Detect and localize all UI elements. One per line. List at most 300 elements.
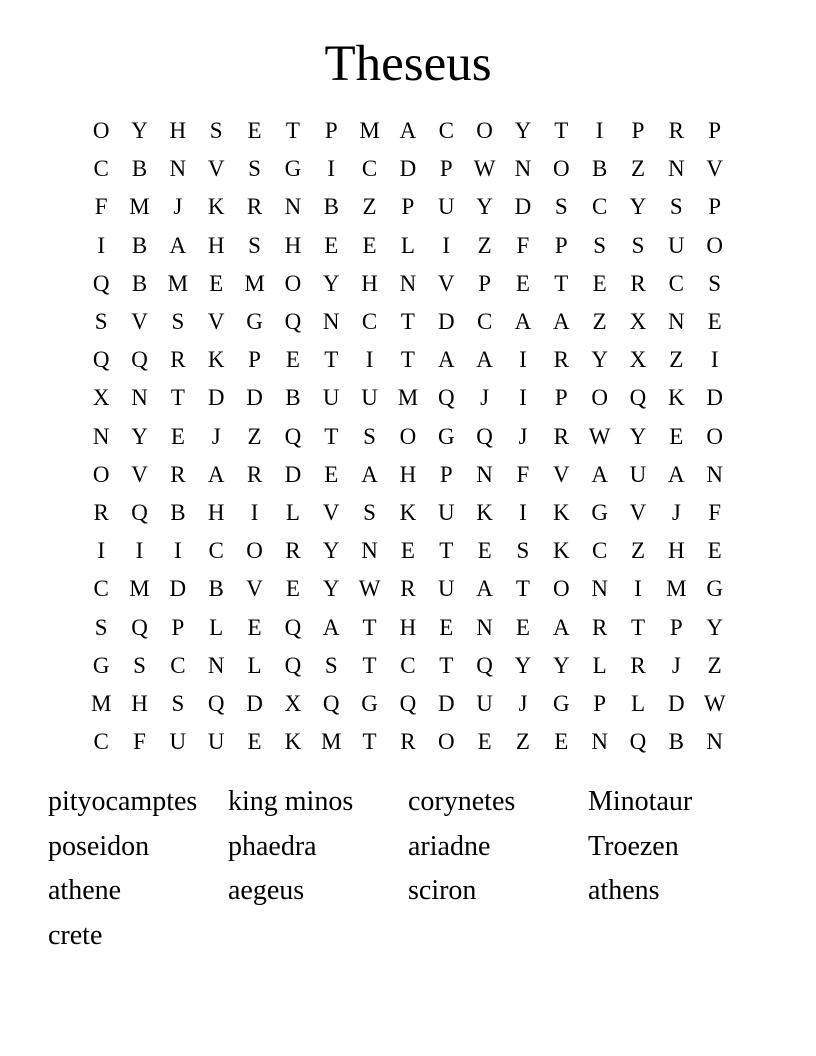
grid-letter: F — [516, 232, 530, 258]
grid-letter: Z — [630, 538, 646, 564]
grid-letter: A — [399, 118, 417, 144]
grid-letter: R — [170, 461, 186, 487]
grid-letter: A — [437, 347, 455, 373]
grid-letter: V — [629, 499, 647, 525]
grid-letter: G — [591, 499, 608, 525]
grid-letter: T — [324, 423, 339, 449]
grid-letter: W — [703, 690, 726, 716]
grid-letter: S — [554, 194, 568, 220]
grid-letter: O — [552, 576, 570, 602]
grid-letter: R — [553, 423, 569, 449]
grid-letter: V — [322, 499, 340, 525]
grid-letter: G — [706, 576, 723, 602]
grid-letter: K — [552, 499, 570, 525]
grid-letter: D — [246, 385, 263, 411]
grid-letter: Y — [131, 423, 148, 449]
grid-letter: E — [247, 614, 262, 640]
grid-letter: C — [170, 652, 186, 678]
grid-letter: T — [515, 576, 530, 602]
grid-letter: M — [359, 118, 380, 144]
grid-letter: W — [588, 423, 611, 449]
grid-letter: R — [400, 729, 416, 755]
grid-letter: P — [554, 232, 568, 258]
grid-letter: O — [92, 461, 110, 487]
grid-letter: L — [209, 614, 224, 640]
grid-letter: Q — [284, 309, 302, 335]
grid-letter: B — [131, 270, 148, 296]
grid-letter: R — [591, 614, 608, 640]
grid-letter: G — [361, 690, 378, 716]
grid-letter: T — [324, 347, 339, 373]
grid-letter: V — [207, 156, 225, 182]
grid-letter: E — [170, 423, 185, 449]
grid-letter: T — [400, 347, 415, 373]
grid-letter: E — [285, 576, 300, 602]
grid-row — [82, 188, 734, 226]
grid-letter: N — [399, 270, 417, 296]
grid-letter: E — [324, 461, 339, 487]
grid-letter: R — [170, 347, 186, 373]
grid-letter: D — [246, 690, 263, 716]
grid-letter: D — [437, 309, 455, 335]
grid-letter: O — [706, 423, 723, 449]
grid-letter: N — [169, 156, 187, 182]
grid-letter: C — [476, 309, 493, 335]
grid-letter: S — [171, 690, 185, 716]
grid-letter: W — [358, 576, 381, 602]
grid-letter: D — [399, 156, 417, 182]
grid-letter: P — [708, 194, 722, 220]
grid-letter: S — [593, 232, 607, 258]
grid-letter: B — [591, 156, 608, 182]
grid-letter: O — [284, 270, 302, 296]
grid-letter: A — [322, 614, 340, 640]
grid-letter: O — [591, 385, 608, 411]
grid-letter: N — [668, 309, 685, 335]
grid-letter: A — [552, 309, 570, 335]
grid-letter: I — [595, 118, 604, 144]
grid-letter: V — [207, 309, 225, 335]
grid-letter: B — [285, 385, 301, 411]
grid-letter: H — [399, 461, 417, 487]
grid-letter: N — [514, 156, 532, 182]
grid-letter: T — [170, 385, 185, 411]
grid-letter: S — [363, 423, 376, 449]
grid-letter: N — [706, 461, 723, 487]
grid-letter: A — [552, 614, 570, 640]
grid-letter: P — [171, 614, 185, 640]
word-list — [48, 780, 768, 958]
grid-letter: A — [591, 461, 608, 487]
grid-row — [82, 608, 734, 646]
grid-letter: U — [322, 385, 340, 411]
grid-letter: K — [399, 499, 417, 525]
grid-letter: H — [668, 538, 685, 564]
grid-letter: I — [519, 347, 527, 373]
grid-letter: Q — [629, 385, 647, 411]
grid-letter: Y — [629, 194, 647, 220]
grid-letter: E — [362, 232, 377, 258]
grid-letter: E — [285, 347, 300, 373]
grid-letter: A — [668, 461, 685, 487]
grid-letter: S — [631, 232, 645, 258]
grid-letter: L — [400, 232, 415, 258]
grid-letter: C — [93, 576, 109, 602]
grid-letter: I — [174, 538, 182, 564]
grid-letter: P — [478, 270, 491, 296]
grid-letter: S — [516, 538, 530, 564]
grid-letter: C — [400, 652, 416, 678]
grid-letter: M — [666, 576, 687, 602]
grid-letter: N — [476, 461, 493, 487]
grid-letter: N — [322, 309, 340, 335]
grid-letter: Y — [322, 576, 340, 602]
grid-letter: U — [169, 729, 187, 755]
grid-letter: S — [248, 232, 261, 258]
grid-letter: J — [518, 423, 528, 449]
grid-letter: Z — [515, 729, 530, 755]
grid-letter: R — [630, 270, 646, 296]
grid-letter: I — [97, 232, 105, 258]
grid-letter: Q — [476, 423, 493, 449]
grid-letter: R — [630, 652, 646, 678]
grid-letter: C — [361, 156, 378, 182]
grid-letter: H — [207, 499, 225, 525]
grid-row — [82, 418, 734, 456]
grid-letter: I — [97, 538, 105, 564]
grid-letter: F — [516, 461, 530, 487]
grid-row — [82, 570, 734, 608]
grid-letter: L — [285, 499, 300, 525]
grid-letter: Q — [284, 652, 302, 678]
grid-letter: C — [438, 118, 454, 144]
grid-letter: I — [634, 576, 642, 602]
grid-letter: U — [437, 576, 455, 602]
grid-letter: J — [211, 423, 221, 449]
grid-letter: Q — [131, 614, 148, 640]
grid-row — [82, 341, 734, 379]
grid-letter: O — [399, 423, 417, 449]
grid-letter: D — [668, 690, 685, 716]
grid-letter: K — [668, 385, 685, 411]
grid-letter: B — [131, 232, 148, 258]
grid-letter: C — [668, 270, 684, 296]
grid-letter: G — [92, 652, 110, 678]
grid-letter: Y — [706, 614, 723, 640]
grid-row — [82, 379, 734, 417]
word-list-item: poseidon — [48, 830, 150, 862]
grid-letter: Y — [514, 652, 532, 678]
grid-letter: U — [668, 232, 685, 258]
grid-row — [82, 647, 734, 685]
grid-letter: D — [207, 385, 225, 411]
grid-letter: R — [246, 461, 263, 487]
word-list-item: phaedra — [228, 830, 317, 862]
grid-letter: N — [284, 194, 302, 220]
grid-letter: X — [629, 347, 647, 373]
word-list-item: pityocamptes — [48, 786, 198, 817]
grid-row — [82, 723, 734, 761]
grid-letter: Y — [131, 118, 148, 144]
grid-letter: K — [207, 347, 225, 373]
grid-letter: S — [171, 309, 185, 335]
grid-letter: V — [706, 156, 723, 182]
grid-letter: S — [248, 156, 261, 182]
grid-letter: S — [669, 194, 683, 220]
grid-letter: Q — [284, 423, 302, 449]
grid-letter: V — [552, 461, 570, 487]
grid-letter: P — [248, 347, 261, 373]
letter-grid — [82, 112, 734, 761]
grid-row — [82, 265, 734, 303]
grid-letter: P — [708, 118, 722, 144]
grid-letter: I — [327, 156, 336, 182]
grid-letter: I — [519, 385, 527, 411]
grid-letter: V — [437, 270, 455, 296]
grid-letter: A — [361, 461, 378, 487]
grid-letter: S — [94, 309, 108, 335]
grid-letter: Q — [92, 347, 110, 373]
grid-row — [82, 494, 734, 532]
grid-letter: O — [246, 538, 263, 564]
grid-letter: H — [361, 270, 378, 296]
grid-letter: B — [208, 576, 224, 602]
grid-letter: S — [324, 652, 338, 678]
grid-letter: K — [476, 499, 493, 525]
grid-letter: P — [439, 156, 453, 182]
grid-letter: T — [362, 729, 377, 755]
grid-letter: T — [400, 309, 415, 335]
grid-letter: T — [362, 652, 377, 678]
grid-letter: G — [552, 690, 570, 716]
grid-letter: E — [515, 614, 530, 640]
grid-letter: U — [437, 194, 455, 220]
grid-letter: K — [552, 538, 570, 564]
grid-letter: S — [363, 499, 376, 525]
grid-letter: Q — [131, 347, 148, 373]
grid-letter: M — [321, 729, 342, 755]
grid-letter: Z — [477, 232, 492, 258]
grid-letter: E — [209, 270, 224, 296]
grid-letter: N — [668, 156, 685, 182]
grid-letter: I — [135, 538, 144, 564]
grid-letter: P — [669, 614, 683, 640]
grid-letter: N — [92, 423, 110, 449]
grid-letter: X — [92, 385, 110, 411]
grid-letter: I — [250, 499, 259, 525]
grid-letter: H — [169, 118, 187, 144]
grid-letter: A — [169, 232, 187, 258]
grid-row — [82, 227, 734, 265]
grid-row — [82, 150, 734, 188]
grid-letter: L — [630, 690, 646, 716]
grid-letter: D — [514, 194, 532, 220]
word-list-item: king minos — [228, 786, 354, 817]
grid-letter: P — [593, 690, 607, 716]
word-list-item: crete — [48, 919, 103, 951]
grid-letter: E — [592, 270, 607, 296]
grid-letter: T — [362, 614, 377, 640]
grid-letter: T — [630, 614, 646, 640]
grid-letter: A — [207, 461, 225, 487]
grid-letter: V — [246, 576, 263, 602]
grid-letter: O — [476, 118, 493, 144]
grid-letter: E — [400, 538, 415, 564]
grid-letter: E — [247, 118, 262, 144]
grid-letter: F — [133, 729, 146, 755]
grid-letter: R — [668, 118, 684, 144]
grid-letter: S — [94, 614, 108, 640]
grid-letter: J — [671, 652, 681, 678]
grid-letter: Q — [92, 270, 110, 296]
grid-letter: S — [133, 652, 146, 678]
grid-letter: Z — [669, 347, 684, 373]
grid-letter: Z — [247, 423, 262, 449]
grid-letter: Y — [629, 423, 647, 449]
grid-letter: J — [173, 194, 183, 220]
grid-letter: E — [247, 729, 262, 755]
grid-letter: R — [400, 576, 416, 602]
grid-letter: G — [437, 423, 455, 449]
grid-letter: L — [592, 652, 607, 678]
grid-letter: N — [706, 729, 723, 755]
word-list-item: ariadne — [408, 830, 491, 862]
grid-letter: D — [437, 690, 455, 716]
grid-letter: I — [710, 347, 719, 373]
grid-letter: Z — [630, 156, 646, 182]
grid-letter: E — [324, 232, 339, 258]
grid-letter: T — [554, 270, 569, 296]
grid-letter: J — [518, 690, 528, 716]
grid-letter: I — [519, 499, 527, 525]
grid-letter: P — [401, 194, 415, 220]
grid-letter: R — [553, 347, 569, 373]
grid-letter: Y — [322, 538, 340, 564]
grid-letter: A — [476, 576, 493, 602]
grid-letter: D — [169, 576, 187, 602]
grid-letter: U — [361, 385, 378, 411]
grid-letter: E — [477, 729, 492, 755]
grid-letter: G — [246, 309, 263, 335]
grid-row — [82, 303, 734, 341]
grid-letter: P — [439, 461, 453, 487]
grid-letter: F — [94, 194, 108, 220]
grid-letter: N — [361, 538, 378, 564]
grid-letter: E — [707, 538, 722, 564]
grid-letter: E — [439, 614, 454, 640]
grid-letter: P — [554, 385, 568, 411]
grid-letter: A — [476, 347, 493, 373]
grid-letter: Q — [476, 652, 493, 678]
grid-letter: C — [591, 538, 608, 564]
grid-letter: T — [439, 538, 454, 564]
grid-letter: J — [480, 385, 490, 411]
grid-letter: E — [707, 309, 722, 335]
grid-letter: N — [591, 576, 608, 602]
grid-letter: U — [476, 690, 493, 716]
grid-letter: Q — [437, 385, 455, 411]
grid-letter: R — [285, 538, 301, 564]
grid-letter: H — [131, 690, 148, 716]
grid-letter: E — [669, 423, 684, 449]
grid-letter: C — [93, 729, 109, 755]
grid-letter: Q — [629, 729, 647, 755]
word-list-item: athens — [588, 875, 660, 906]
grid-letter: Q — [207, 690, 225, 716]
grid-letter: M — [90, 690, 112, 716]
grid-row — [82, 685, 734, 723]
grid-letter: K — [207, 194, 225, 220]
grid-letter: I — [442, 232, 451, 258]
grid-letter: X — [284, 690, 302, 716]
grid-letter: E — [515, 270, 530, 296]
grid-letter: C — [208, 538, 224, 564]
grid-letter: V — [131, 309, 148, 335]
word-list-item: sciron — [408, 875, 477, 906]
grid-letter: S — [708, 270, 722, 296]
grid-letter: E — [477, 538, 492, 564]
grid-letter: Q — [322, 690, 340, 716]
grid-letter: X — [629, 309, 647, 335]
grid-letter: F — [708, 499, 722, 525]
grid-letter: M — [244, 270, 265, 296]
grid-letter: M — [129, 576, 150, 602]
grid-letter: Y — [514, 118, 532, 144]
grid-letter: M — [167, 270, 189, 296]
grid-letter: U — [207, 729, 225, 755]
grid-letter: T — [554, 118, 569, 144]
grid-letter: O — [437, 729, 455, 755]
grid-letter: V — [131, 461, 148, 487]
grid-letter: B — [323, 194, 339, 220]
grid-letter: K — [284, 729, 302, 755]
grid-letter: U — [629, 461, 647, 487]
grid-letter: B — [668, 729, 684, 755]
grid-row — [82, 112, 734, 150]
grid-letter: Q — [284, 614, 302, 640]
grid-letter: Q — [131, 499, 148, 525]
grid-letter: Z — [362, 194, 377, 220]
grid-letter: N — [476, 614, 493, 640]
grid-letter: H — [207, 232, 225, 258]
grid-letter: O — [552, 156, 570, 182]
grid-letter: D — [284, 461, 302, 487]
grid-letter: Y — [591, 347, 608, 373]
grid-letter: P — [324, 118, 338, 144]
grid-letter: H — [399, 614, 417, 640]
word-list-item: corynetes — [408, 786, 516, 817]
grid-letter: J — [671, 499, 681, 525]
grid-letter: B — [170, 499, 186, 525]
grid-row — [82, 456, 734, 494]
grid-letter: Y — [552, 652, 570, 678]
grid-letter: U — [437, 499, 455, 525]
grid-letter: T — [285, 118, 300, 144]
grid-letter: D — [706, 385, 723, 411]
grid-letter: L — [247, 652, 262, 678]
grid-letter: E — [554, 729, 569, 755]
grid-letter: N — [131, 385, 148, 411]
word-list-item: aegeus — [228, 875, 305, 906]
grid-letter: W — [473, 156, 496, 182]
grid-letter: M — [397, 385, 419, 411]
grid-letter: Y — [322, 270, 340, 296]
page-title: Theseus — [324, 36, 492, 92]
grid-letter: G — [284, 156, 302, 182]
grid-row — [82, 532, 734, 570]
word-list-item: Troezen — [588, 830, 679, 862]
grid-letter: Q — [399, 690, 417, 716]
